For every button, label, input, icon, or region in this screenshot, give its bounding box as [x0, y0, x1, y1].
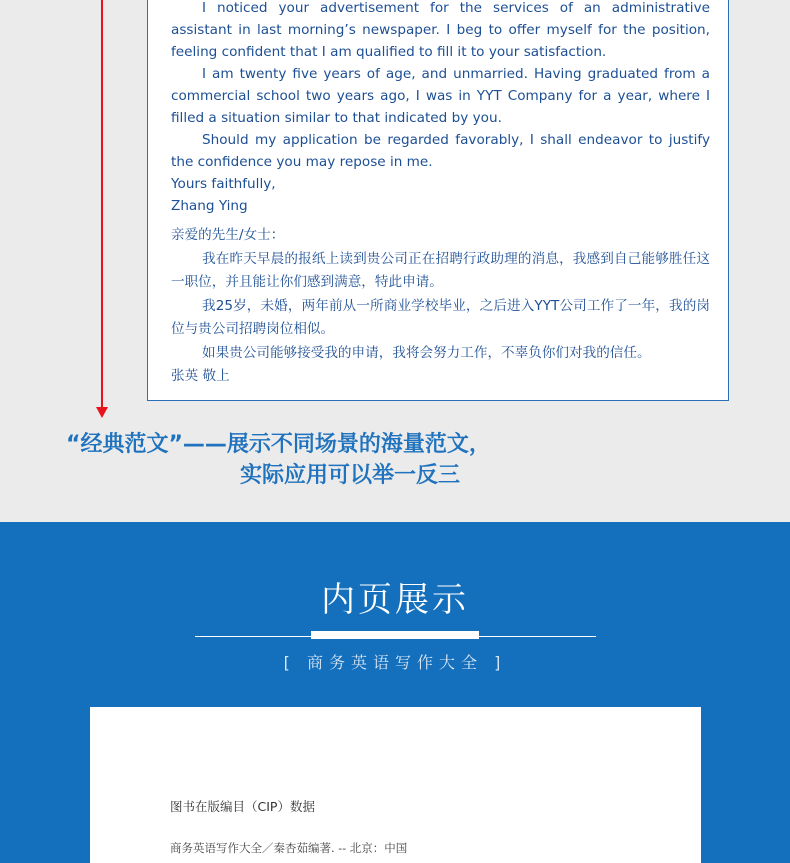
- sample-letter-card: [147, 0, 729, 401]
- chinese-paragraph-2: 我25岁，未婚，两年前从一所商业学校毕业，之后进入YYT公司工作了一年，我的岗位与贵公司招聘岗位相似。: [171, 297, 710, 337]
- book-page-preview: [90, 707, 701, 863]
- english-paragraph-1: I noticed your advertisement for the services of an administrative assistant in last morning’s newspaper. I beg to offer myself for the position, feeling confident that I am qualified to fill it to your satisfaction.: [171, 0, 710, 60]
- arrow-down-icon: [96, 407, 108, 418]
- english-signature: Zhang Ying: [171, 198, 248, 214]
- chinese-signature: 张英 敬上: [171, 368, 230, 384]
- chinese-salutation: 亲爱的先生/女士：: [171, 227, 285, 243]
- sample-letter: [171, 0, 710, 389]
- english-closing: Yours faithfully,: [171, 176, 276, 192]
- feature-caption: [66, 429, 491, 488]
- english-letter: [171, 0, 710, 217]
- caption-line-2: 实际应用可以举一反三: [240, 463, 461, 488]
- guide-line: [101, 0, 103, 408]
- cip-title: 图书在版编目（CIP）数据: [170, 799, 315, 814]
- chinese-letter: [171, 224, 710, 389]
- section-subtitle: [ 商务英语写作大全 ]: [283, 653, 507, 672]
- title-divider-bar: [311, 631, 479, 639]
- inner-page-section: [0, 522, 790, 863]
- chinese-paragraph-3: 如果贵公司能够接受我的申请，我将会努力工作，不辜负你们对我的信任。: [202, 344, 651, 361]
- chinese-paragraph-1: 我在昨天早晨的报纸上读到贵公司正在招聘行政助理的消息，我感到自己能够胜任这一职位，并且能让你们感到满意，特此申请。: [171, 250, 710, 290]
- caption-line-1: “经典范文”——展示不同场景的海量范文，: [66, 432, 491, 457]
- cip-entry-line: 商务英语写作大全／秦杏茹编著. -- 北京：中国: [170, 841, 408, 855]
- english-paragraph-3: Should my application be regarded favorably, I shall endeavor to justify the confidence you may repose in me.: [171, 132, 710, 170]
- english-paragraph-2: I am twenty five years of age, and unmarried. Having graduated from a commercial school two years ago, I was in YYT Company for a year, where I filled a situation similar to that indicated by you.: [171, 66, 710, 126]
- section-title: 内页展示: [321, 580, 469, 620]
